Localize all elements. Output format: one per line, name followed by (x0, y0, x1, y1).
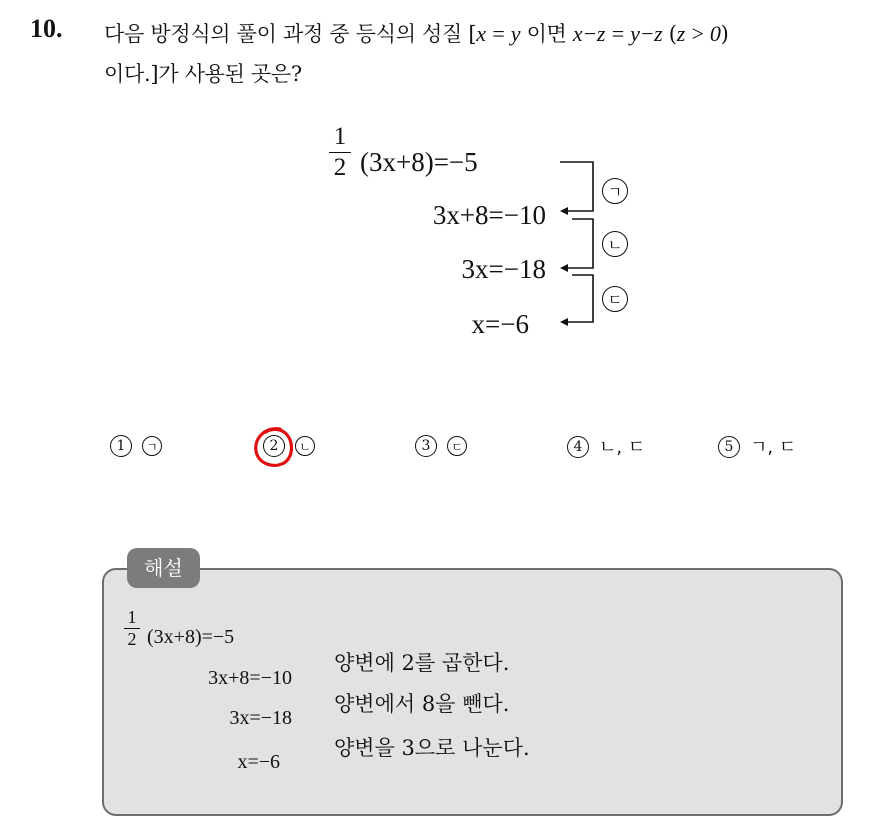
solution-tab: 해설 (127, 548, 200, 588)
choice-4[interactable]: 4 ㄴ, ㄷ (567, 433, 645, 459)
choice-2[interactable]: 2 ㄴ (263, 433, 315, 457)
selected-answer-circle (250, 423, 298, 471)
equation-step-4: x=−6 (471, 309, 529, 339)
step-marker-2: ㄴ (602, 231, 628, 257)
solution-fraction: 1 2 (124, 608, 140, 649)
solution-step-3: 3x=−18 (229, 707, 292, 729)
solution-note-2: 양변에서 8을 뺀다. (334, 692, 510, 716)
question-number: 10. (30, 14, 63, 43)
solution-note-3: 양변을 3으로 나눈다. (334, 736, 530, 760)
step-marker-1: ㄱ (602, 178, 628, 204)
choice-1[interactable]: 1 ㄱ (110, 433, 162, 457)
choice-5[interactable]: 5 ㄱ, ㄷ (718, 433, 796, 459)
equation-step-2: 3x+8=−10 (432, 200, 546, 230)
equation-step-3: 3x=−18 (461, 254, 546, 284)
solution-step-1: (3x+8)=−5 (147, 626, 235, 648)
equation-fraction: 1 2 (329, 124, 351, 181)
equation-step-1: (3x+8)=−5 (360, 147, 478, 177)
solution-step-4: x=−6 (237, 751, 280, 773)
step-marker-3: ㄷ (602, 286, 628, 312)
choice-3[interactable]: 3 ㄷ (415, 433, 467, 457)
solution-note-1: 양변에 2를 곱한다. (334, 651, 510, 675)
question-text-line2: 이다.]가 사용된 곳은? (104, 62, 302, 86)
solution-step-2: 3x+8=−10 (208, 667, 292, 689)
question-text-line1: 다음 방정식의 풀이 과정 중 등식의 성질 [x = y 이면 x−z = y−z (z > 0) (104, 21, 729, 46)
